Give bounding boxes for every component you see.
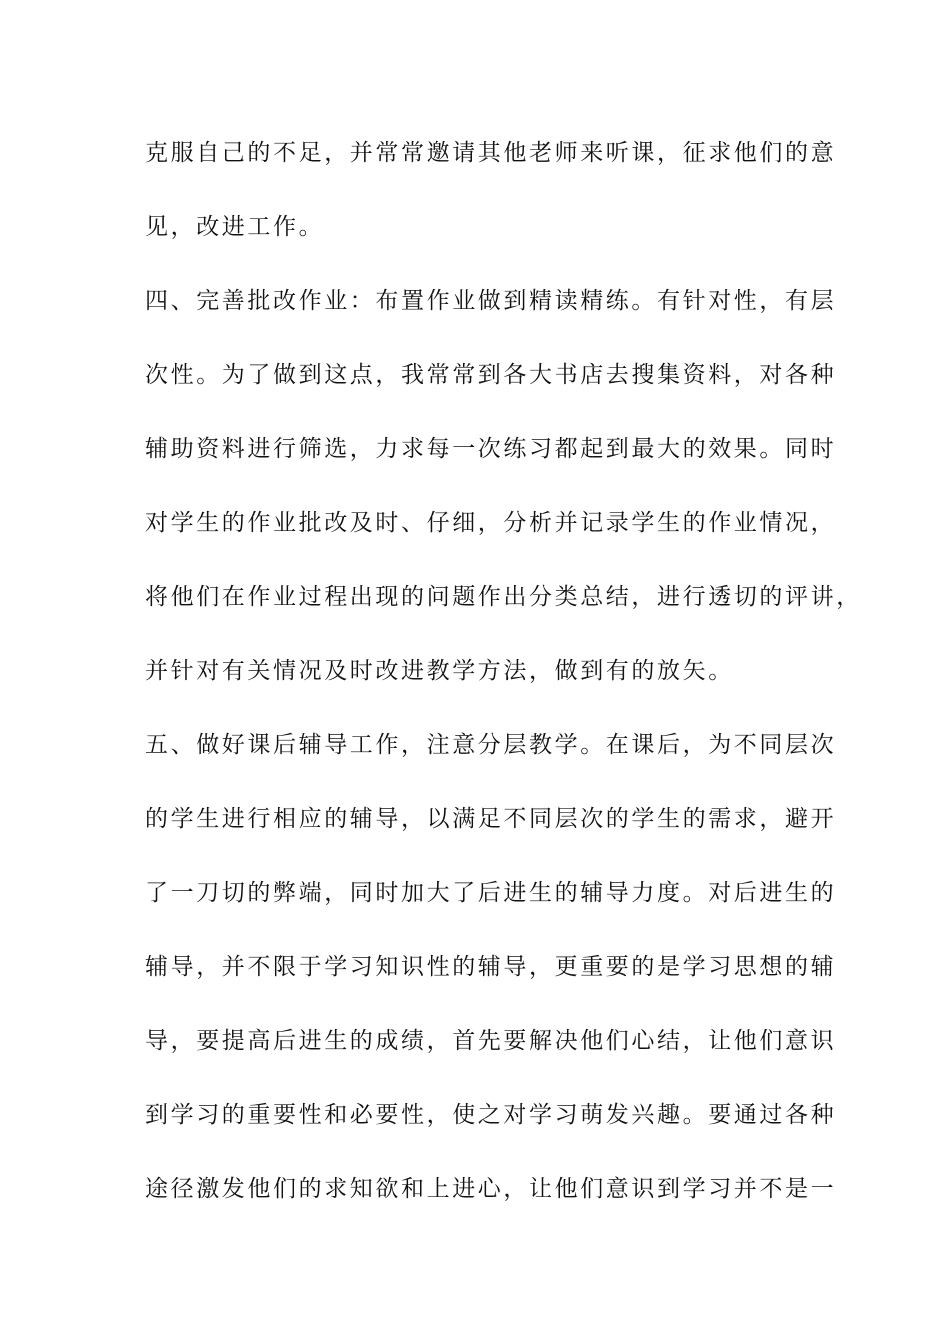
text-line: 五、做好课后辅导工作，注意分层教学。在课后，为不同层次	[145, 732, 837, 758]
text-line: 辅导，并不限于学习知识性的辅导，更重要的是学习思想的辅	[145, 954, 837, 980]
body-text	[145, 125, 862, 1235]
text-line: 次性。为了做到这点，我常常到各大书店去搜集资料，对各种	[145, 362, 837, 388]
text-line: 克服自己的不足，并常常邀请其他老师来听课，征求他们的意	[145, 140, 837, 166]
text-line: 四、完善批改作业：布置作业做到精读精练。有针对性，有层	[145, 288, 837, 314]
text-line: 的学生进行相应的辅导，以满足不同层次的学生的需求，避开	[145, 806, 837, 832]
text-line: 导，要提高后进生的成绩，首先要解决他们心结，让他们意识	[145, 1028, 837, 1054]
text-line: 到学习的重要性和必要性，使之对学习萌发兴趣。要通过各种	[145, 1102, 837, 1128]
text-line: 对学生的作业批改及时、仔细，分析并记录学生的作业情况，	[145, 510, 837, 536]
text-line: 途径激发他们的求知欲和上进心，让他们意识到学习并不是一	[145, 1176, 837, 1202]
text-line: 辅助资料进行筛选，力求每一次练习都起到最大的效果。同时	[145, 436, 837, 462]
text-line: 并针对有关情况及时改进教学方法，做到有的放矢。	[145, 658, 734, 684]
text-line: 了一刀切的弊端，同时加大了后进生的辅导力度。对后进生的	[145, 880, 837, 906]
text-line: 将他们在作业过程出现的问题作出分类总结，进行透切的评讲，	[145, 584, 862, 610]
text-line: 见，改进工作。	[145, 214, 325, 240]
